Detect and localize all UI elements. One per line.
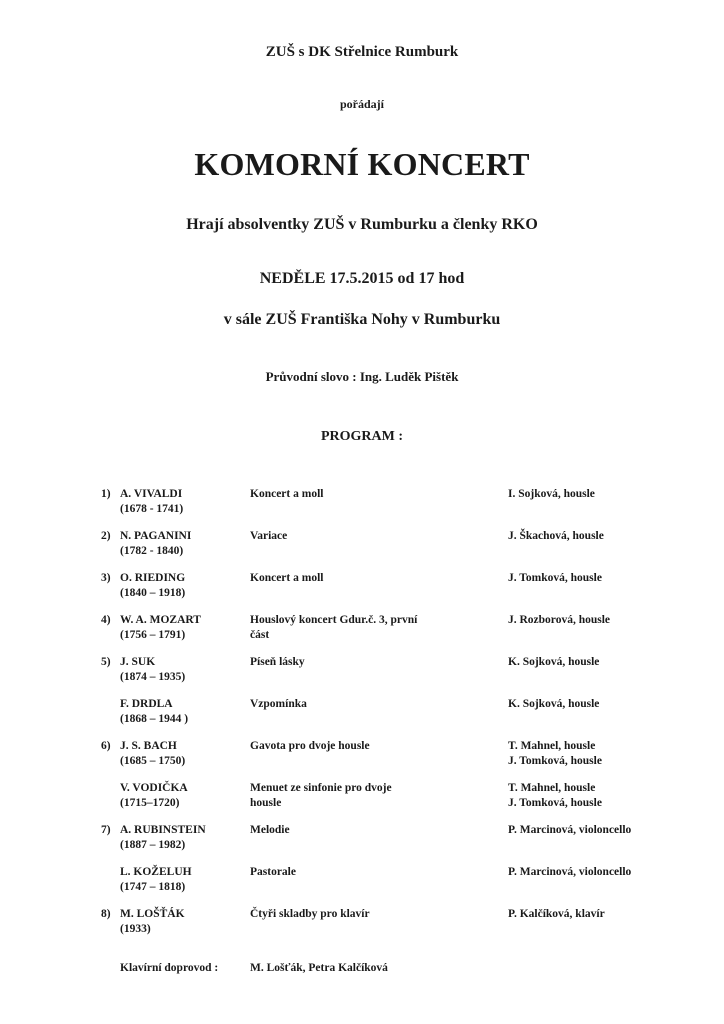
program-heading: PROGRAM : bbox=[320, 429, 404, 444]
performer-line-1: J. Rozborová, housle bbox=[508, 614, 611, 626]
performer-line-2: J. Tomková, housle bbox=[508, 796, 602, 809]
performer-line-1: T. Mahnel, housle bbox=[508, 740, 596, 752]
piece-title-line-1: Čtyři skladby pro klavír bbox=[250, 908, 370, 920]
piece-title bbox=[250, 781, 420, 810]
piece-title bbox=[250, 487, 420, 502]
program-item bbox=[0, 655, 724, 697]
item-number bbox=[101, 487, 111, 502]
performer bbox=[508, 865, 631, 880]
piece-title bbox=[250, 571, 420, 586]
page-title: KOMORNÍ KONCERT bbox=[194, 146, 530, 182]
composer-line-2: (1840 – 1918) bbox=[120, 586, 186, 599]
performer-line-2: J. Tomková, housle bbox=[508, 754, 602, 767]
composer-line-2: (1874 – 1935) bbox=[120, 670, 186, 683]
item-number-line-1: 4) bbox=[101, 614, 111, 626]
performer-line-1: K. Sojková, housle bbox=[508, 698, 600, 710]
composer-line-1: A. VIVALDI bbox=[120, 488, 183, 500]
composer bbox=[120, 529, 191, 558]
program-item bbox=[0, 529, 724, 571]
performer bbox=[508, 781, 602, 810]
composer bbox=[120, 907, 185, 936]
performer bbox=[508, 907, 605, 922]
piece-title-line-1: Gavota pro dvoje housle bbox=[250, 740, 370, 752]
item-number bbox=[101, 739, 111, 754]
program-item bbox=[0, 823, 724, 865]
composer bbox=[120, 739, 185, 768]
piece-title bbox=[250, 529, 420, 544]
piece-title bbox=[250, 865, 420, 880]
composer-line-1: W. A. MOZART bbox=[120, 614, 201, 626]
performer bbox=[508, 613, 610, 628]
item-number-line-1: 7) bbox=[101, 824, 111, 836]
composer bbox=[120, 865, 192, 894]
performer-line-1: K. Sojková, housle bbox=[508, 656, 600, 668]
performer bbox=[508, 487, 595, 502]
item-number-line-1: 1) bbox=[101, 488, 111, 500]
composer-line-2: (1747 – 1818) bbox=[120, 880, 186, 893]
performer bbox=[508, 529, 604, 544]
piece-title-line-1: Vzpomínka bbox=[250, 698, 307, 710]
item-number bbox=[101, 529, 111, 544]
composer bbox=[120, 487, 183, 516]
composer-line-1: L. KOŽELUH bbox=[120, 866, 192, 878]
item-number-line-1: 6) bbox=[101, 740, 111, 752]
concert-date: NEDĚLE 17.5.2015 od 17 hod bbox=[259, 270, 465, 287]
performer-line-1: P. Marcinová, violoncello bbox=[508, 824, 632, 836]
presents-line: pořádají bbox=[339, 97, 384, 111]
piece-title-line-1: Houslový koncert Gdur.č. 3, první část bbox=[250, 614, 418, 641]
composer bbox=[120, 781, 188, 810]
item-number-line-1: 3) bbox=[101, 572, 111, 584]
piece-title bbox=[250, 613, 420, 642]
composer bbox=[120, 697, 188, 726]
performer bbox=[508, 823, 631, 838]
program-item bbox=[0, 865, 724, 907]
subtitle: Hrají absolventky ZUŠ v Rumburku a členky RKO bbox=[186, 216, 538, 233]
performer-line-1: P. Kalčíková, klavír bbox=[508, 908, 605, 920]
composer bbox=[120, 613, 201, 642]
performer-line-1: J. Tomková, housle bbox=[508, 572, 602, 584]
performer-line-1: T. Mahnel, housle bbox=[508, 782, 596, 794]
piece-title-line-1: Variace bbox=[250, 530, 288, 542]
accompaniment-label: Klavírní doprovod : bbox=[120, 962, 219, 974]
composer bbox=[120, 823, 206, 852]
piece-title bbox=[250, 823, 420, 838]
performer-line-1: I. Sojková, housle bbox=[508, 488, 595, 500]
performer bbox=[508, 571, 602, 586]
program-item bbox=[0, 781, 724, 823]
program-item bbox=[0, 697, 724, 739]
guide-speaker: Průvodní slovo : Ing. Luděk Pištěk bbox=[265, 369, 459, 384]
composer bbox=[120, 571, 185, 600]
piece-title bbox=[250, 739, 420, 754]
performer-line-1: J. Škachová, housle bbox=[508, 530, 604, 542]
piece-title bbox=[250, 907, 420, 922]
composer-line-2: (1933) bbox=[120, 922, 151, 935]
program-item bbox=[0, 907, 724, 949]
program-item bbox=[0, 739, 724, 781]
item-number-line-1: 5) bbox=[101, 656, 111, 668]
composer bbox=[120, 655, 185, 684]
performer bbox=[508, 697, 599, 712]
composer-line-2: (1782 - 1840) bbox=[120, 544, 184, 557]
program-list bbox=[0, 487, 724, 949]
composer-line-1: M. LOŠŤÁK bbox=[120, 908, 185, 920]
composer-line-1: J. S. BACH bbox=[120, 740, 177, 752]
performer bbox=[508, 739, 602, 768]
performer bbox=[508, 655, 599, 670]
composer-line-1: F. DRDLA bbox=[120, 698, 173, 710]
item-number bbox=[101, 571, 111, 586]
piece-title-line-1: Menuet ze sinfonie pro dvoje bbox=[250, 782, 392, 794]
item-number bbox=[101, 907, 111, 922]
composer-line-1: J. SUK bbox=[120, 656, 156, 668]
piece-title bbox=[250, 655, 420, 670]
composer-line-1: V. VODIČKA bbox=[120, 782, 188, 794]
composer-line-1: O. RIEDING bbox=[120, 572, 186, 584]
composer-line-2: (1756 – 1791) bbox=[120, 628, 186, 641]
organizer: ZUŠ s DK Střelnice Rumburk bbox=[265, 44, 459, 60]
item-number bbox=[101, 613, 111, 628]
piece-title-line-1: Koncert a moll bbox=[250, 488, 324, 500]
composer-line-2: (1887 – 1982) bbox=[120, 838, 186, 851]
program-item bbox=[0, 487, 724, 529]
composer-line-2: (1868 – 1944 ) bbox=[120, 712, 189, 725]
item-number bbox=[101, 823, 111, 838]
concert-venue: v sále ZUŠ Františka Nohy v Rumburku bbox=[223, 311, 501, 328]
item-number-line-1: 8) bbox=[101, 908, 111, 920]
performer-line-1: P. Marcinová, violoncello bbox=[508, 866, 632, 878]
item-number bbox=[101, 655, 111, 670]
composer-line-2: (1715–1720) bbox=[120, 796, 180, 809]
piece-title-line-1: Koncert a moll bbox=[250, 572, 324, 584]
piece-title-line-1: Pastorale bbox=[250, 866, 296, 878]
program-item bbox=[0, 613, 724, 655]
composer-line-2: (1678 - 1741) bbox=[120, 502, 184, 515]
accompaniment-value: M. Lošťák, Petra Kalčíková bbox=[250, 962, 388, 974]
piece-title-line-1: Píseň lásky bbox=[250, 656, 305, 668]
piece-title bbox=[250, 697, 420, 712]
composer-line-2: (1685 – 1750) bbox=[120, 754, 186, 767]
item-number-line-1: 2) bbox=[101, 530, 111, 542]
composer-line-1: A. RUBINSTEIN bbox=[120, 824, 206, 836]
piece-title-line-2: housle bbox=[250, 796, 282, 809]
piece-title-line-1: Melodie bbox=[250, 824, 290, 836]
composer-line-1: N. PAGANINI bbox=[120, 530, 192, 542]
program-item bbox=[0, 571, 724, 613]
